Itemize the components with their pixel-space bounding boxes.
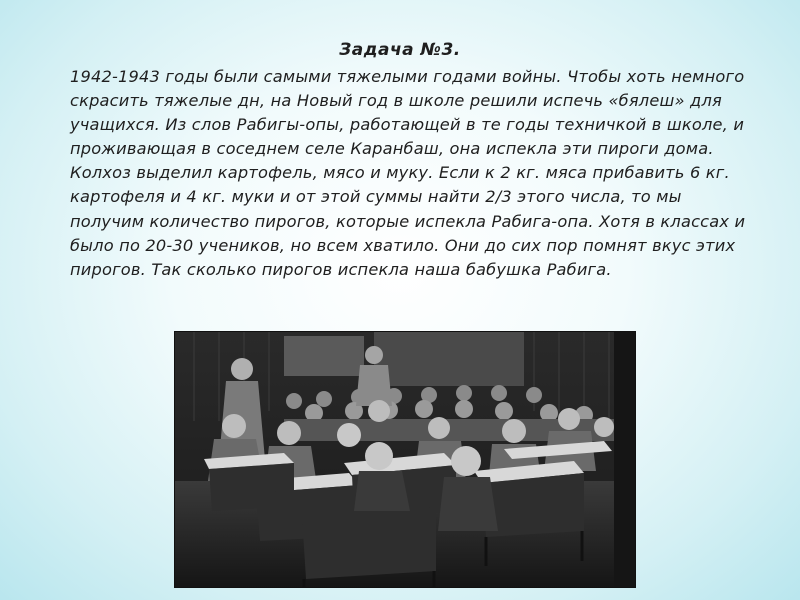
classroom-photo [174, 331, 636, 588]
slide-title: Задача №3. [339, 40, 461, 60]
problem-text: 1942-1943 годы были самыми тяжелыми годами войны. Чтобы хоть немного скрасить тяжелые дн, на Новый год в школе решили испечь «бялеш» для учащихся. Из слов Рабигы-опы, работающей в те годы техничкой в школе, и проживающая в соседнем селе Каранбаш, она испекла эти пироги дома. Колхоз выделил картофель, мясо и муку. Если к 2 кг. мяса прибавить 6 кг. картофеля и 4 кг. муки и от этой суммы найти 2/3 этого числа, то мы получим количество пирогов, которые испекла Рабига-опа. Хотя в классах и было по 20-30 учеников, но всем хватило. Они до сих пор помнят вкус этих пирогов. Так сколько пирогов испекла наша бабушка Рабига. [70, 67, 746, 279]
